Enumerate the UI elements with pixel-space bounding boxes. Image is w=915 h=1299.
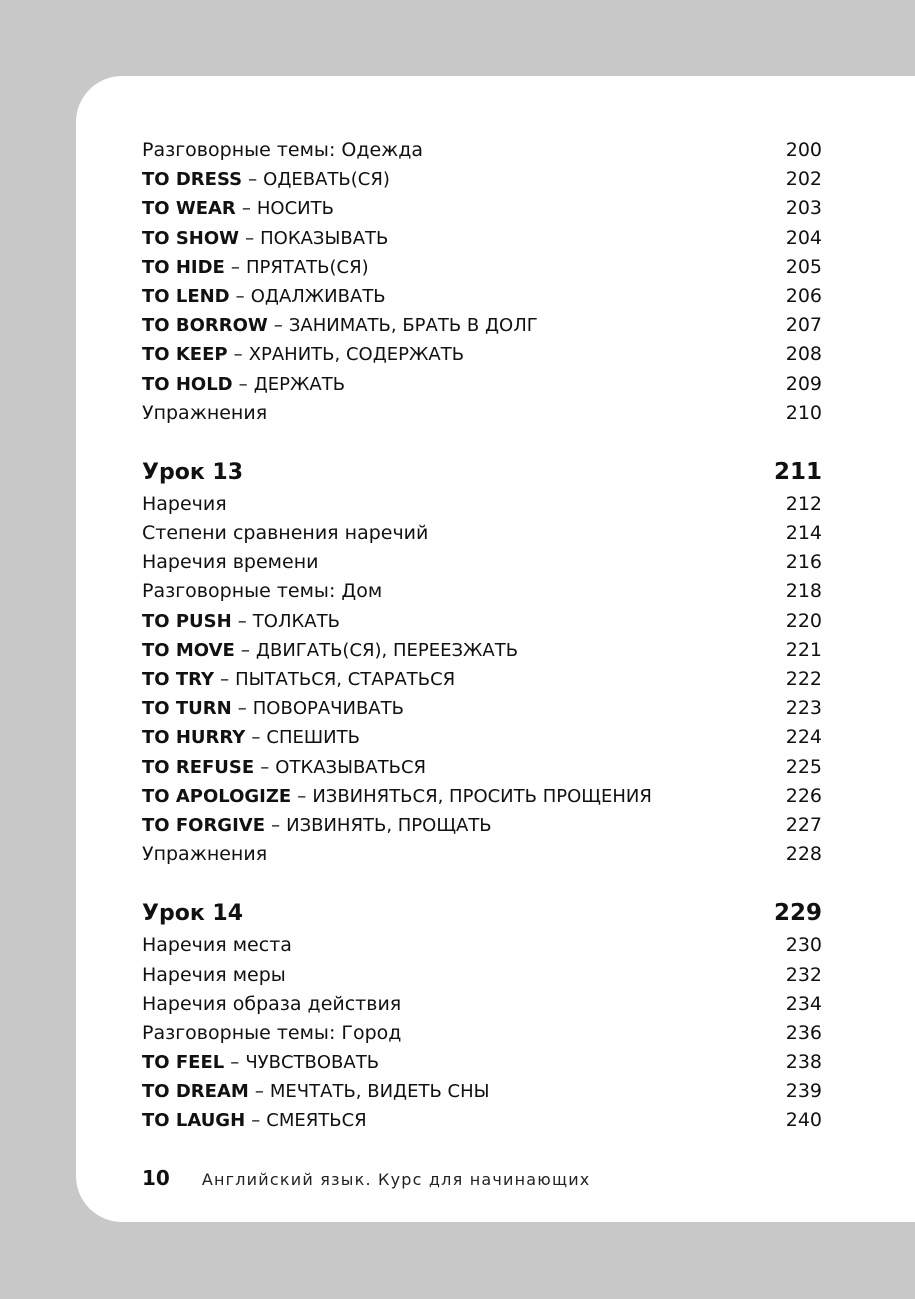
lesson-title: Урок 13 bbox=[142, 459, 244, 485]
page-number: 10 bbox=[142, 1166, 170, 1190]
verb-russian: СПЕШИТЬ bbox=[266, 727, 360, 749]
toc-entry bbox=[142, 723, 822, 752]
toc-page-number: 207 bbox=[785, 314, 822, 337]
toc-entry-text: Упражнения bbox=[142, 843, 268, 866]
toc-page-number: 240 bbox=[785, 1109, 822, 1132]
toc-entry-text bbox=[142, 282, 786, 311]
toc-entry-text: Разговорные темы: Дом bbox=[142, 580, 383, 603]
verb-english: TO LAUGH bbox=[142, 1110, 246, 1132]
verb-russian: ОДЕВАТЬ(СЯ) bbox=[263, 169, 390, 191]
verb-english: TO WEAR bbox=[142, 198, 236, 220]
verb-russian: ИЗВИНЯТЬСЯ, ПРОСИТЬ ПРОЩЕНИЯ bbox=[312, 785, 652, 807]
verb-russian: ПРЯТАТЬ(СЯ) bbox=[245, 256, 369, 278]
toc-entry bbox=[142, 224, 822, 253]
verb-russian: МЕЧТАТЬ, ВИДЕТЬ СНЫ bbox=[269, 1081, 490, 1103]
lesson-page-number: 229 bbox=[773, 900, 822, 927]
toc-entry-text bbox=[142, 665, 786, 694]
page-footer bbox=[142, 1166, 590, 1190]
dash-separator: – bbox=[230, 1052, 240, 1074]
dash-separator: – bbox=[233, 344, 243, 366]
toc-entry bbox=[142, 577, 822, 606]
toc-entry-text: Наречия образа действия bbox=[142, 992, 402, 1015]
toc-entry bbox=[142, 1019, 822, 1048]
verb-russian: ЗАНИМАТЬ, БРАТЬ В ДОЛГ bbox=[288, 315, 538, 337]
lesson-page-number: 211 bbox=[773, 458, 822, 485]
toc-page-number: 234 bbox=[785, 992, 822, 1015]
toc-page-number: 218 bbox=[785, 580, 822, 603]
toc-entry-text: Наречия bbox=[142, 492, 227, 515]
verb-english: TO KEEP bbox=[142, 344, 228, 366]
toc-entry-text bbox=[142, 1077, 786, 1106]
toc-entry bbox=[142, 1106, 822, 1135]
toc-page-number: 221 bbox=[785, 638, 822, 661]
dash-separator: – bbox=[297, 785, 307, 807]
toc-entry-text: Степени сравнения наречий bbox=[142, 522, 429, 545]
toc-entry bbox=[142, 548, 822, 577]
toc-entry-text bbox=[142, 165, 786, 194]
verb-english: TO HURRY bbox=[142, 727, 246, 749]
verb-russian: ХРАНИТЬ, СОДЕРЖАТЬ bbox=[248, 344, 465, 366]
toc-entry bbox=[142, 961, 822, 990]
toc-entry-text bbox=[142, 694, 786, 723]
toc-entry bbox=[142, 519, 822, 548]
toc-page-number: 222 bbox=[785, 668, 822, 690]
verb-russian: ПЫТАТЬСЯ, СТАРАТЬСЯ bbox=[235, 669, 456, 690]
toc-page-number: 210 bbox=[785, 401, 822, 424]
dash-separator: – bbox=[220, 669, 230, 690]
toc-page-number: 236 bbox=[785, 1021, 822, 1044]
toc-entry-text: Разговорные темы: Город bbox=[142, 1021, 402, 1044]
toc-page-number: 216 bbox=[785, 551, 822, 574]
toc-page-number: 209 bbox=[785, 372, 822, 395]
verb-english: TO HOLD bbox=[142, 373, 233, 395]
toc-page-number: 212 bbox=[785, 492, 822, 515]
toc-entry bbox=[142, 782, 822, 811]
verb-russian: СМЕЯТЬСЯ bbox=[266, 1110, 367, 1132]
toc-entry bbox=[142, 1077, 822, 1106]
verb-english: TO DRESS bbox=[142, 169, 243, 191]
toc-entry-text bbox=[142, 340, 786, 369]
toc-entry-text bbox=[142, 636, 786, 665]
toc-page-number: 227 bbox=[785, 813, 822, 836]
dash-separator: – bbox=[271, 814, 281, 836]
toc-entry-text bbox=[142, 1106, 786, 1135]
verb-english: TO SHOW bbox=[142, 227, 240, 249]
dash-separator: – bbox=[260, 756, 270, 778]
toc-page-number: 208 bbox=[785, 343, 822, 366]
verb-english: TO LEND bbox=[142, 285, 230, 307]
dash-separator: – bbox=[251, 1110, 261, 1132]
verb-russian: ТОЛКАТЬ bbox=[252, 610, 340, 632]
toc-page-number: 220 bbox=[785, 609, 822, 632]
toc-page-number: 202 bbox=[785, 168, 822, 191]
dash-separator: – bbox=[241, 198, 251, 220]
running-title: Английский язык. Курс для начинающих bbox=[201, 1170, 591, 1189]
table-of-contents bbox=[142, 136, 822, 1136]
verb-english: TO PUSH bbox=[142, 610, 232, 632]
verb-russian: ПОВОРАЧИВАТЬ bbox=[252, 698, 404, 720]
verb-english: TO DREAM bbox=[142, 1081, 249, 1103]
toc-entry bbox=[142, 1048, 822, 1077]
toc-entry-text: Разговорные темы: Одежда bbox=[142, 139, 424, 161]
verb-english: TO TRY bbox=[142, 669, 215, 690]
toc-entry bbox=[142, 282, 822, 311]
toc-entry bbox=[142, 311, 822, 340]
toc-page-number: 204 bbox=[785, 226, 822, 249]
toc-page-number: 238 bbox=[785, 1051, 822, 1074]
toc-entry-text bbox=[142, 194, 786, 223]
verb-english: TO MOVE bbox=[142, 639, 235, 661]
dash-separator: – bbox=[248, 169, 258, 191]
verb-english: TO FEEL bbox=[142, 1052, 225, 1074]
dash-separator: – bbox=[237, 698, 247, 720]
toc-page-number: 203 bbox=[785, 197, 822, 220]
toc-entry bbox=[142, 665, 822, 694]
toc-page-number: 206 bbox=[785, 284, 822, 307]
toc-entry bbox=[142, 694, 822, 723]
toc-entry-text bbox=[142, 370, 786, 399]
toc-entry-text bbox=[142, 224, 786, 253]
verb-english: TO TURN bbox=[142, 698, 232, 720]
verb-russian: ОДАЛЖИВАТЬ bbox=[250, 285, 386, 307]
dash-separator: – bbox=[237, 610, 247, 632]
toc-entry-text: Упражнения bbox=[142, 401, 268, 424]
toc-entry bbox=[142, 931, 822, 960]
toc-page-number: 239 bbox=[785, 1080, 822, 1103]
toc-entry-text bbox=[142, 311, 786, 340]
toc-entry-text: Наречия места bbox=[142, 934, 292, 957]
toc-page-number: 214 bbox=[785, 522, 822, 545]
toc-entry bbox=[142, 990, 822, 1019]
verb-russian: ОТКАЗЫВАТЬСЯ bbox=[275, 756, 427, 778]
toc-entry bbox=[142, 811, 822, 840]
toc-entry-text bbox=[142, 607, 786, 636]
toc-entry bbox=[142, 399, 822, 428]
toc-entry bbox=[142, 490, 822, 519]
toc-page-number: 228 bbox=[785, 843, 822, 866]
lesson-title: Урок 14 bbox=[142, 901, 244, 927]
verb-russian: ПОКАЗЫВАТЬ bbox=[260, 227, 389, 249]
toc-entry-text: Наречия меры bbox=[142, 963, 286, 986]
lesson-heading bbox=[142, 454, 822, 490]
toc-entry bbox=[142, 136, 822, 165]
dash-separator: – bbox=[254, 1081, 264, 1103]
dash-separator: – bbox=[251, 727, 261, 749]
toc-page-number: 223 bbox=[785, 697, 822, 720]
toc-entry-text bbox=[142, 723, 786, 752]
dash-separator: – bbox=[240, 639, 250, 661]
toc-entry bbox=[142, 753, 822, 782]
verb-english: TO REFUSE bbox=[142, 756, 255, 778]
toc-entry-text bbox=[142, 753, 786, 782]
verb-russian: ЧУВСТВОВАТЬ bbox=[245, 1052, 380, 1074]
dash-separator: – bbox=[245, 227, 255, 249]
verb-english: TO APOLOGIZE bbox=[142, 785, 292, 807]
verb-english: TO FORGIVE bbox=[142, 814, 266, 836]
verb-russian: ДВИГАТЬ(СЯ), ПЕРЕЕЗЖАТЬ bbox=[255, 639, 519, 661]
dash-separator: – bbox=[230, 256, 240, 278]
toc-page-number: 225 bbox=[785, 755, 822, 778]
verb-russian: ДЕРЖАТЬ bbox=[253, 373, 346, 395]
dash-separator: – bbox=[238, 373, 248, 395]
toc-entry-text bbox=[142, 253, 786, 282]
verb-russian: НОСИТЬ bbox=[256, 198, 334, 220]
toc-page-number: 226 bbox=[785, 784, 822, 807]
toc-page-number: 224 bbox=[785, 726, 822, 749]
dash-separator: – bbox=[273, 315, 283, 337]
toc-entry bbox=[142, 840, 822, 869]
toc-page-number: 205 bbox=[785, 255, 822, 278]
verb-russian: ИЗВИНЯТЬ, ПРОЩАТЬ bbox=[286, 814, 492, 836]
lesson-heading bbox=[142, 895, 822, 931]
toc-entry bbox=[142, 636, 822, 665]
toc-page-number: 200 bbox=[785, 139, 822, 161]
verb-english: TO HIDE bbox=[142, 256, 225, 278]
toc-entry bbox=[142, 607, 822, 636]
toc-entry-text: Наречия времени bbox=[142, 551, 319, 574]
dash-separator: – bbox=[235, 285, 245, 307]
toc-entry bbox=[142, 194, 822, 223]
toc-page-number: 230 bbox=[785, 934, 822, 957]
toc-entry bbox=[142, 370, 822, 399]
toc-entry bbox=[142, 253, 822, 282]
toc-entry-text bbox=[142, 782, 786, 811]
toc-page-number: 232 bbox=[785, 963, 822, 986]
toc-entry-text bbox=[142, 1048, 786, 1077]
toc-entry bbox=[142, 340, 822, 369]
toc-entry-text bbox=[142, 811, 786, 840]
verb-english: TO BORROW bbox=[142, 315, 268, 337]
toc-entry bbox=[142, 165, 822, 194]
